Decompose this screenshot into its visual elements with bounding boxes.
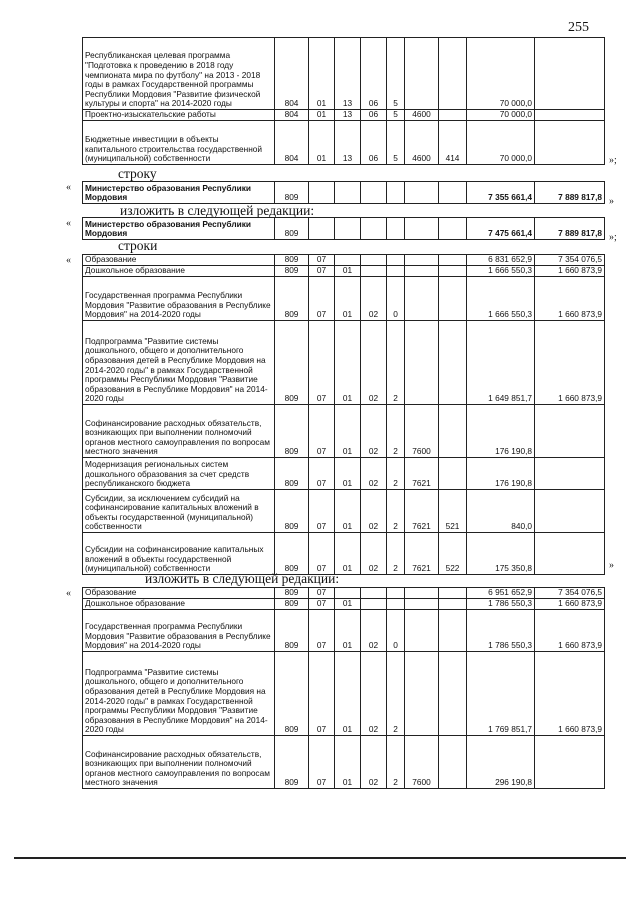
label-stroki: строки xyxy=(118,238,158,253)
row-name: Дошкольное образование xyxy=(83,599,275,610)
cell-code: 809 xyxy=(275,218,309,240)
row-name: Модернизация региональных систем дошкольного образования за счет средств республиканского бюджета xyxy=(83,458,275,490)
cell-code xyxy=(335,588,361,599)
cell-code xyxy=(439,321,467,405)
cell-code: 01 xyxy=(335,321,361,405)
cell-code: 07 xyxy=(309,599,335,610)
cell-code: 809 xyxy=(275,652,309,736)
cell-code: 809 xyxy=(275,599,309,610)
cell-code: 809 xyxy=(275,533,309,575)
cell-code xyxy=(387,266,405,277)
cell-code: 804 xyxy=(275,38,309,110)
cell-value: 1 660 873,9 xyxy=(535,277,605,321)
cell-code xyxy=(439,255,467,266)
cell-code xyxy=(361,266,387,277)
cell-code: 07 xyxy=(309,490,335,533)
cell-code: 07 xyxy=(309,736,335,789)
table-row xyxy=(83,266,605,277)
row-name: Подпрограмма "Развитие системы дошкольного, общего и дополнительного образования детей в Республике Мордовия на 2014-2020 годы" в рамках Государственной программы Республики Мордовия "Развитие образования в Республике Мордовия" на 2014-2020 годы xyxy=(83,321,275,405)
cell-code xyxy=(405,277,439,321)
footer-line xyxy=(14,857,626,859)
cell-code: 02 xyxy=(361,277,387,321)
cell-value xyxy=(535,533,605,575)
cell-code: 01 xyxy=(335,736,361,789)
cell-code: 01 xyxy=(335,277,361,321)
cell-value xyxy=(535,405,605,458)
cell-code: 7621 xyxy=(405,458,439,490)
cell-code xyxy=(387,599,405,610)
cell-value: 7 354 076,5 xyxy=(535,588,605,599)
cell-value xyxy=(535,490,605,533)
cell-code xyxy=(405,38,439,110)
row-name: Дошкольное образование xyxy=(83,266,275,277)
t4-open-quote: « xyxy=(66,255,71,266)
cell-code: 5 xyxy=(387,110,405,121)
cell-code: 07 xyxy=(309,652,335,736)
cell-value: 1 649 851,7 xyxy=(467,321,535,405)
cell-code: 01 xyxy=(309,38,335,110)
page-number: 255 xyxy=(568,20,589,35)
cell-code: 414 xyxy=(439,121,467,165)
cell-code: 07 xyxy=(309,321,335,405)
cell-code xyxy=(387,588,405,599)
cell-code: 804 xyxy=(275,121,309,165)
cell-code: 01 xyxy=(335,599,361,610)
t4-close-quote: » xyxy=(609,560,614,571)
cell-code: 02 xyxy=(361,405,387,458)
cell-value: 1 666 550,3 xyxy=(467,266,535,277)
row-name: Субсидии на софинансирование капитальных вложений в объекты государственной (муниципальной) собственности xyxy=(83,533,275,575)
row-name: Софинансирование расходных обязательств, возникающих при выполнении полномочий органов местного самоуправления по вопросам местного значения xyxy=(83,405,275,458)
cell-code: 2 xyxy=(387,736,405,789)
table-row xyxy=(83,588,605,599)
cell-code: 01 xyxy=(309,110,335,121)
cell-code: 01 xyxy=(335,652,361,736)
cell-code: 7600 xyxy=(405,736,439,789)
cell-code: 522 xyxy=(439,533,467,575)
t5-open-quote: « xyxy=(66,588,71,599)
row-name: Образование xyxy=(83,255,275,266)
cell-code xyxy=(335,255,361,266)
cell-code: 02 xyxy=(361,458,387,490)
row-name: Государственная программа Республики Мордовия "Развитие образования в Республике Мордовия" на 2014-2020 годы xyxy=(83,610,275,652)
row-name: Субсидии, за исключением субсидий на софинансирование капитальных вложений в объекты государственной (муниципальной) собственности xyxy=(83,490,275,533)
table-row xyxy=(83,121,605,165)
cell-code: 02 xyxy=(361,652,387,736)
cell-code: 06 xyxy=(361,121,387,165)
cell-value: 176 190,8 xyxy=(467,405,535,458)
ministry-row-old xyxy=(82,181,605,204)
cell-code xyxy=(439,405,467,458)
cell-code xyxy=(439,599,467,610)
education-table-old xyxy=(82,254,605,575)
cell-code xyxy=(387,255,405,266)
cell-code xyxy=(405,266,439,277)
cell-code: 07 xyxy=(309,610,335,652)
cell-value: 1 786 550,3 xyxy=(467,599,535,610)
cell-code: 01 xyxy=(335,490,361,533)
cell-value: 1 660 873,9 xyxy=(535,652,605,736)
cell-code xyxy=(439,110,467,121)
row-name: Государственная программа Республики Мордовия "Развитие образования в Республике Мордовия" на 2014-2020 годы xyxy=(83,277,275,321)
cell-code xyxy=(439,736,467,789)
cell-code: 2 xyxy=(387,490,405,533)
cell-value: 296 190,8 xyxy=(467,736,535,789)
cell-code: 2 xyxy=(387,533,405,575)
ministry-row-new xyxy=(82,217,605,240)
cell-code: 809 xyxy=(275,405,309,458)
cell-code: 4600 xyxy=(405,121,439,165)
cell-code: 07 xyxy=(309,405,335,458)
cell-code: 0 xyxy=(387,610,405,652)
cell-value: 1 769 851,7 xyxy=(467,652,535,736)
table-row xyxy=(83,218,605,240)
label-izlozhit-2: изложить в следующей редакции: xyxy=(145,571,340,586)
cell-code: 809 xyxy=(275,610,309,652)
table-row xyxy=(83,652,605,736)
cell-code: 02 xyxy=(361,321,387,405)
cell-code: 4600 xyxy=(405,110,439,121)
cell-code: 07 xyxy=(309,458,335,490)
cell-code xyxy=(405,610,439,652)
t1-close-quote: »; xyxy=(609,155,617,166)
cell-code: 01 xyxy=(309,121,335,165)
table-row xyxy=(83,736,605,789)
row-name: Министерство образования Республики Мордовия xyxy=(83,218,275,240)
cell-code: 809 xyxy=(275,736,309,789)
cell-code: 02 xyxy=(361,533,387,575)
cell-code: 01 xyxy=(335,266,361,277)
cell-value: 1 660 873,9 xyxy=(535,266,605,277)
cell-code: 2 xyxy=(387,405,405,458)
row-name: Софинансирование расходных обязательств, возникающих при выполнении полномочий органов местного самоуправления по вопросам местного значения xyxy=(83,736,275,789)
cell-code xyxy=(405,255,439,266)
cell-code xyxy=(439,588,467,599)
cell-code: 07 xyxy=(309,266,335,277)
cell-code: 07 xyxy=(309,255,335,266)
cell-code xyxy=(405,588,439,599)
cell-code: 809 xyxy=(275,255,309,266)
table-row xyxy=(83,458,605,490)
label-stroku: строку xyxy=(118,166,157,181)
cell-code: 809 xyxy=(275,321,309,405)
cell-value-2: 7 889 817,8 xyxy=(535,182,605,204)
cell-value: 6 831 652,9 xyxy=(467,255,535,266)
table-row xyxy=(83,490,605,533)
table-row xyxy=(83,533,605,575)
cell-code: 2 xyxy=(387,321,405,405)
cell-value xyxy=(535,458,605,490)
t3-close-quote: »; xyxy=(609,232,617,243)
cell-code: 2 xyxy=(387,652,405,736)
cell-value: 1 666 550,3 xyxy=(467,277,535,321)
cell-code: 01 xyxy=(335,610,361,652)
cell-code: 2 xyxy=(387,458,405,490)
label-izlozhit-1: изложить в следующей редакции: xyxy=(120,203,315,218)
cell-code: 06 xyxy=(361,38,387,110)
cell-value: 70 000,0 xyxy=(467,38,535,110)
table-row xyxy=(83,277,605,321)
cell-value: 1 660 873,9 xyxy=(535,321,605,405)
education-table-new xyxy=(82,587,605,789)
cell-value: 176 190,8 xyxy=(467,458,535,490)
cell-code xyxy=(361,588,387,599)
cell-value-1: 7 475 661,4 xyxy=(467,218,535,240)
table-row xyxy=(83,321,605,405)
cell-code xyxy=(439,277,467,321)
cell-code: 02 xyxy=(361,490,387,533)
row-name: Республиканская целевая программа "Подготовка к проведению в 2018 году чемпионата мира по футболу" на 2013 - 2018 годы в рамках Государственной программы Республики Мордовия "Развитие физической культуры и спорта" на 2014-2020 годы xyxy=(83,38,275,110)
row-name: Министерство образования Республики Мордовия xyxy=(83,182,275,204)
cell-code: 13 xyxy=(335,38,361,110)
cell-code xyxy=(405,599,439,610)
cell-code xyxy=(361,255,387,266)
cell-code: 07 xyxy=(309,277,335,321)
cell-value: 70 000,0 xyxy=(467,110,535,121)
cell-value: 1 660 873,9 xyxy=(535,610,605,652)
cell-code: 5 xyxy=(387,38,405,110)
table-row xyxy=(83,610,605,652)
cell-value: 840,0 xyxy=(467,490,535,533)
cell-value: 1 786 550,3 xyxy=(467,610,535,652)
cell-value: 7 354 076,5 xyxy=(535,255,605,266)
cell-code: 809 xyxy=(275,490,309,533)
cell-value: 175 350,8 xyxy=(467,533,535,575)
t3-open-quote: « xyxy=(66,218,71,229)
cell-code: 01 xyxy=(335,405,361,458)
cell-value: 6 951 652,9 xyxy=(467,588,535,599)
cell-value: 70 000,0 xyxy=(467,121,535,165)
table-row xyxy=(83,405,605,458)
table-row xyxy=(83,110,605,121)
cell-code: 07 xyxy=(309,588,335,599)
cell-code: 02 xyxy=(361,610,387,652)
cell-code xyxy=(439,610,467,652)
cell-code: 804 xyxy=(275,110,309,121)
cell-value xyxy=(535,110,605,121)
cell-code: 0 xyxy=(387,277,405,321)
t2-open-quote: « xyxy=(66,182,71,193)
cell-code: 7621 xyxy=(405,490,439,533)
cell-value-1: 7 355 661,4 xyxy=(467,182,535,204)
cell-code: 13 xyxy=(335,110,361,121)
table-row xyxy=(83,599,605,610)
cell-code: 02 xyxy=(361,736,387,789)
cell-code: 7600 xyxy=(405,405,439,458)
cell-code: 13 xyxy=(335,121,361,165)
cell-code: 809 xyxy=(275,277,309,321)
cell-code: 809 xyxy=(275,458,309,490)
cell-code: 01 xyxy=(335,458,361,490)
cell-value xyxy=(535,736,605,789)
row-name: Бюджетные инвестиции в объекты капитального строительства государственной (муниципальной) собственности xyxy=(83,121,275,165)
cell-code: 809 xyxy=(275,588,309,599)
table-row xyxy=(83,255,605,266)
cell-code xyxy=(405,321,439,405)
cell-code: 7621 xyxy=(405,533,439,575)
cell-code: 01 xyxy=(335,533,361,575)
cell-value: 1 660 873,9 xyxy=(535,599,605,610)
cell-code: 5 xyxy=(387,121,405,165)
cell-value xyxy=(535,38,605,110)
t2-close-quote: » xyxy=(609,196,614,207)
row-name: Проектно-изыскательские работы xyxy=(83,110,275,121)
cell-code xyxy=(439,38,467,110)
cell-code: 809 xyxy=(275,266,309,277)
cell-value-2: 7 889 817,8 xyxy=(535,218,605,240)
cell-code: 07 xyxy=(309,533,335,575)
row-name: Образование xyxy=(83,588,275,599)
budget-table-1 xyxy=(82,37,605,165)
row-name: Подпрограмма "Развитие системы дошкольного, общего и дополнительного образования детей в Республике Мордовия на 2014-2020 годы" в рамках Государственной программы Республики Мордовия "Развитие образования в Республике Мордовия" на 2014-2020 годы xyxy=(83,652,275,736)
cell-code xyxy=(439,266,467,277)
cell-code xyxy=(361,599,387,610)
cell-value xyxy=(535,121,605,165)
table-row xyxy=(83,182,605,204)
cell-code xyxy=(439,652,467,736)
cell-code: 809 xyxy=(275,182,309,204)
cell-code: 521 xyxy=(439,490,467,533)
table-row xyxy=(83,38,605,110)
cell-code xyxy=(405,652,439,736)
cell-code: 06 xyxy=(361,110,387,121)
cell-code xyxy=(439,458,467,490)
